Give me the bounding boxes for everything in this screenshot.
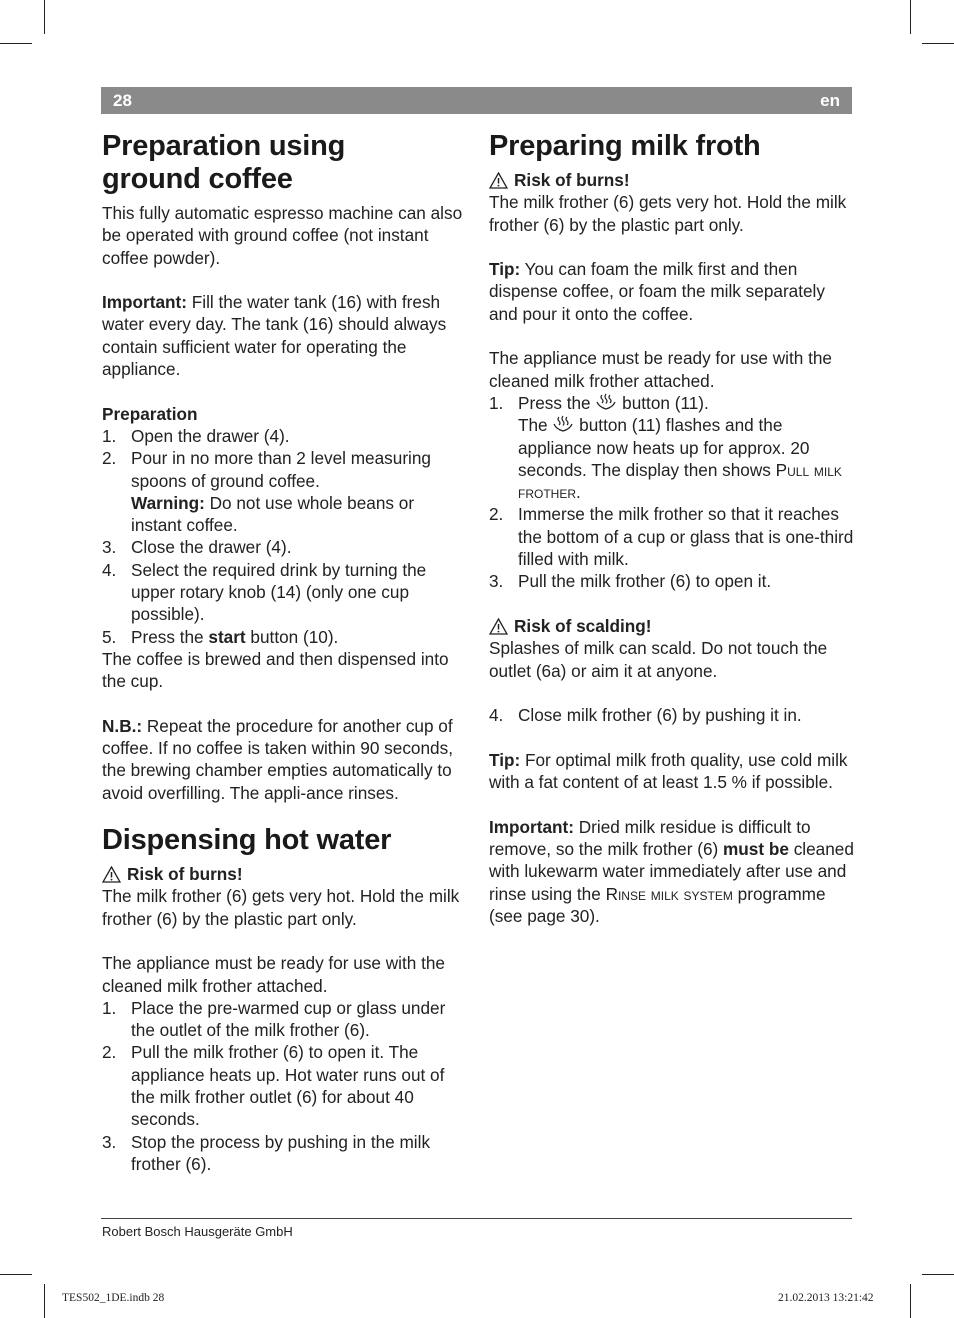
list-item — [102, 536, 467, 558]
preparation-heading — [102, 403, 467, 425]
important-note — [102, 291, 467, 380]
display-message: Pull milk frother — [518, 459, 842, 503]
burn-warning — [102, 863, 467, 885]
important-text: Fill the water tank (16) with fresh water every day. The tank (16) should always contain sufficient water for operating the appliance. — [102, 292, 447, 380]
step-text: Place the pre-warmed cup or glass under the outlet of the milk frother (6). — [131, 997, 446, 1041]
step-number: 2. — [489, 504, 504, 525]
warning-triangle-icon — [489, 618, 508, 635]
important-text: Dried milk residue is difficult to remove, so the milk frother (6) — [489, 816, 811, 859]
step-text: button (11) flashes and the appliance now heats up for approx. 20 seconds. The display then shows — [518, 415, 810, 480]
page-header-bar — [101, 87, 852, 114]
step-number: 1. — [102, 997, 117, 1018]
list-item — [102, 559, 467, 626]
page-number: 28 — [113, 91, 132, 110]
crop-mark — [910, 0, 911, 34]
tip-note — [489, 749, 855, 794]
warning-triangle-icon — [489, 172, 508, 189]
crop-mark — [910, 1284, 911, 1318]
crop-mark — [0, 1274, 32, 1275]
list-item — [102, 1131, 467, 1176]
intro-paragraph: This fully automatic espresso machine can also be operated with ground coffee (not instant coffee powder). — [102, 203, 463, 268]
step-number: 1. — [489, 392, 504, 413]
ready-text: The appliance must be ready for use with the cleaned milk frother attached. — [489, 348, 832, 391]
step-text: Press the — [131, 626, 209, 647]
milk-froth-steps-cont — [489, 704, 855, 726]
burn-warning-text: The milk frother (6) gets very hot. Hold the milk frother (6) by the plastic part only. — [102, 886, 460, 929]
list-item — [102, 997, 467, 1042]
list-item — [102, 626, 467, 648]
list-item — [489, 503, 855, 570]
title-line-2: ground coffee — [102, 163, 293, 195]
list-item — [489, 704, 855, 726]
step-number: 2. — [102, 448, 117, 469]
step-text: Pull the milk frother (6) to open it. — [518, 571, 772, 592]
start-button-name: start — [208, 626, 246, 647]
step-text: button (11). — [617, 392, 709, 413]
nb-label: N.B.: — [102, 715, 143, 736]
crop-mark — [922, 43, 954, 44]
warning-triangle-icon — [102, 866, 121, 883]
tip-label: Tip: — [489, 749, 521, 770]
footer-company: Robert Bosch Hausgeräte GmbH — [102, 1224, 293, 1239]
step-number: 3. — [102, 1131, 117, 1152]
step-text: Open the drawer (4). — [131, 425, 290, 446]
step-text: button (10). — [245, 626, 339, 647]
list-item — [102, 425, 467, 447]
step-text: . — [576, 482, 581, 503]
warning-text: Do not use whole beans or instant coffee. — [131, 492, 415, 536]
step-number: 4. — [489, 705, 504, 726]
step-text: Close the drawer (4). — [131, 537, 292, 558]
scald-warning-text: Splashes of milk can scald. Do not touch the outlet (6a) or aim it at anyone. — [489, 638, 828, 681]
hot-water-steps — [102, 997, 467, 1175]
tip-text: You can foam the milk first and then dispense coffee, or foam the milk separately and pour it onto the coffee. — [489, 259, 825, 324]
crop-mark — [922, 1274, 954, 1275]
step-text: Pour in no more than 2 level measuring spoons of ground coffee. — [131, 448, 431, 491]
crop-mark — [44, 0, 45, 34]
list-item — [489, 570, 855, 592]
list-item — [489, 392, 855, 503]
crop-mark — [0, 43, 32, 44]
step-text: Press the — [518, 392, 596, 413]
step-number: 5. — [102, 626, 117, 647]
section-title-ground-coffee — [102, 130, 467, 196]
warning-label: Risk of burns! — [127, 864, 243, 885]
left-column — [102, 130, 467, 1175]
step-text: Pull the milk frother (6) to open it. The appliance heats up. Hot water runs out of the milk frother outlet (6) for about 40 seconds. — [131, 1042, 445, 1130]
step-number: 4. — [102, 559, 117, 580]
slug-filename: TES502_1DE.indb 28 — [62, 1292, 165, 1304]
tip-label: Tip: — [489, 259, 521, 280]
important-label: Important: — [489, 816, 574, 837]
step-number: 3. — [489, 571, 504, 592]
warning-label: Risk of burns! — [514, 170, 630, 190]
section-title-milk-froth: Preparing milk froth — [489, 130, 761, 162]
scald-warning — [489, 615, 855, 637]
step-number: 1. — [102, 425, 117, 446]
warning-label: Warning: — [131, 492, 205, 513]
footer-rule — [101, 1218, 852, 1219]
language-code: en — [820, 91, 840, 110]
step-text: Close milk frother (6) by pushing it in. — [518, 705, 802, 726]
nb-note — [102, 715, 467, 804]
warning-label: Risk of scalding! — [514, 615, 652, 636]
list-item — [102, 1041, 467, 1130]
tip-text: For optimal milk froth quality, use cold milk with a fat content of at least 1.5 % if possible. — [489, 749, 848, 793]
preparation-steps — [102, 425, 467, 648]
burn-warning — [489, 169, 855, 191]
ready-text: The appliance must be ready for use with the cleaned milk frother attached. — [102, 953, 445, 996]
step-number: 2. — [102, 1042, 117, 1063]
step-text: Stop the process by pushing in the milk frother (6). — [131, 1131, 431, 1174]
step-number: 3. — [102, 537, 117, 558]
tip-note — [489, 258, 855, 325]
important-label: Important: — [102, 292, 187, 313]
milk-froth-steps — [489, 392, 855, 593]
steam-icon — [595, 393, 617, 411]
preparation-label: Preparation — [102, 403, 198, 424]
important-note — [489, 816, 855, 927]
step-text: The — [518, 415, 553, 436]
crop-mark — [44, 1284, 45, 1318]
right-column — [489, 130, 855, 927]
brew-result-text: The coffee is brewed and then dispensed into the cup. — [102, 648, 449, 692]
slug-datetime: 21.02.2013 13:21:42 — [778, 1292, 874, 1304]
programme-name: Rinse milk system — [605, 883, 733, 904]
nb-text: Repeat the procedure for another cup of coffee. If no coffee is taken within 90 seconds, the brewing chamber empties automatically to avoid overfilling. The appli-ance rinses. — [102, 715, 453, 803]
burn-warning-text: The milk frother (6) gets very hot. Hold the milk frother (6) by the plastic part only. — [489, 192, 847, 235]
steam-icon — [552, 415, 574, 433]
important-emphasis: must be — [723, 838, 789, 859]
important-text: programme (see page 30). — [489, 883, 826, 926]
step-text: Immerse the milk frother so that it reaches the bottom of a cup or glass that is one-third filled with milk. — [518, 504, 854, 570]
list-item — [102, 447, 467, 536]
step-text: Select the required drink by turning the upper rotary knob (14) (only one cup possible). — [131, 559, 427, 625]
section-title-hot-water: Dispensing hot water — [102, 824, 392, 857]
title-line-1: Preparation using — [102, 130, 346, 162]
important-text: cleaned with lukewarm water immediately after use and rinse using the — [489, 838, 854, 904]
